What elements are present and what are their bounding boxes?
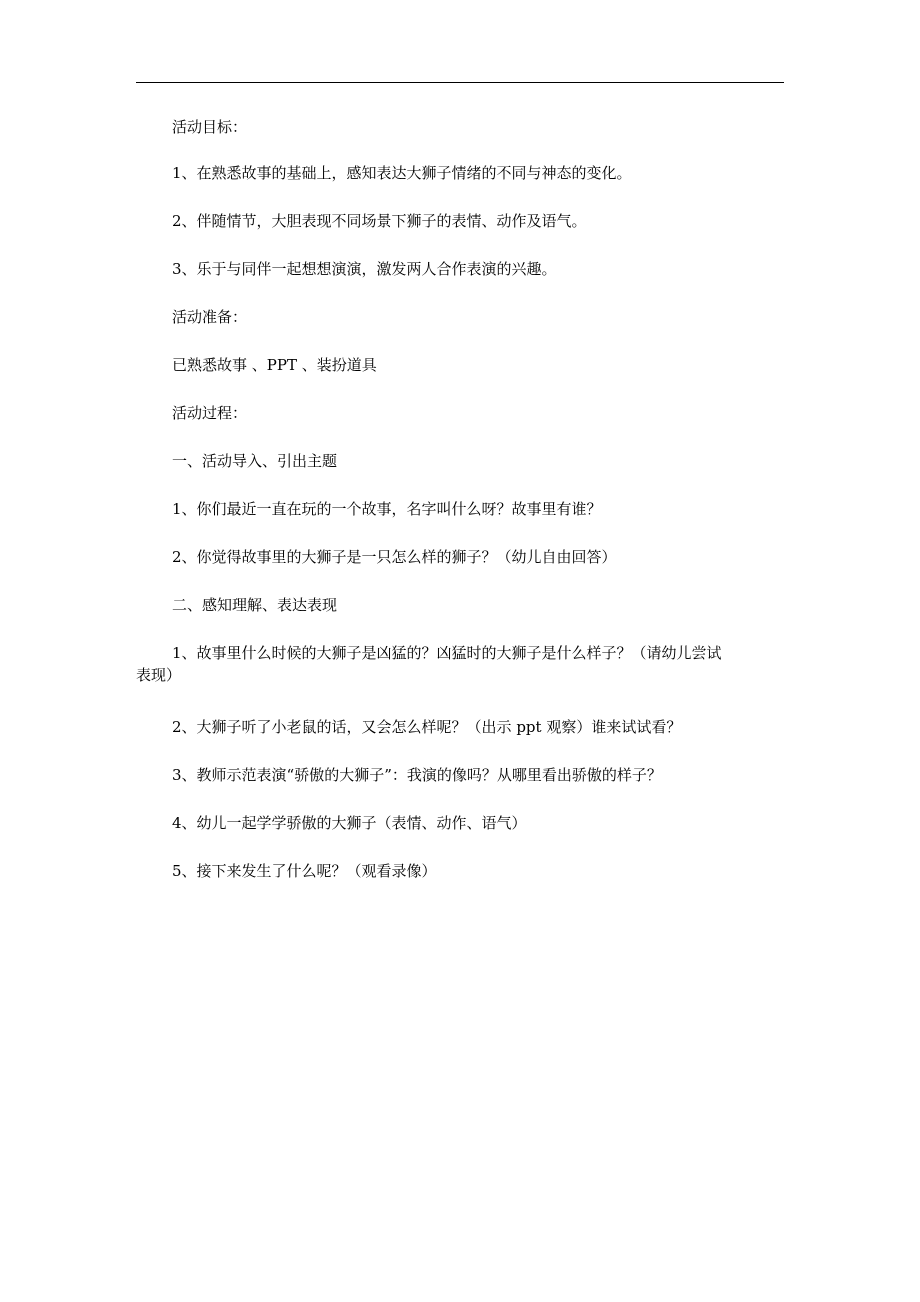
section2-item-1: 1、故事里什么时候的大狮子是凶猛的？凶猛时的大狮子是什么样子？（请幼儿尝试表现）: [136, 644, 722, 684]
section1-item-1: 1、你们最近一直在玩的一个故事，名字叫什么呀？故事里有谁？: [172, 500, 602, 518]
goals-heading: 活动目标：: [172, 118, 248, 136]
section2-item-4: 4、幼儿一起学学骄傲的大狮子（表情、动作、语气）: [172, 814, 527, 832]
section2-item-3: 3、教师示范表演“骄傲的大狮子”：我演的像吗？从哪里看出骄傲的样子？: [172, 766, 662, 784]
section1-title: 一、活动导入、引出主题: [172, 452, 338, 470]
section2-title: 二、感知理解、表达表现: [172, 596, 338, 614]
goal-item-2: 2、伴随情节，大胆表现不同场景下狮子的表情、动作及语气。: [172, 212, 587, 230]
header-rule: [136, 82, 784, 83]
goal-item-3: 3、乐于与同伴一起想想演演，激发两人合作表演的兴趣。: [172, 260, 557, 278]
section1-item-2: 2、你觉得故事里的大狮子是一只怎么样的狮子？（幼儿自由回答）: [172, 548, 617, 566]
prep-text: 已熟悉故事 、PPT 、装扮道具: [172, 356, 377, 374]
section2-item-2: 2、大狮子听了小老鼠的话，又会怎么样呢？（出示 ppt 观察）谁来试试看？: [172, 718, 682, 736]
process-heading: 活动过程：: [172, 404, 248, 422]
goal-item-1: 1、在熟悉故事的基础上，感知表达大狮子情绪的不同与神态的变化。: [172, 164, 632, 182]
section2-item-5: 5、接下来发生了什么呢？（观看录像）: [172, 862, 437, 880]
prep-heading: 活动准备：: [172, 308, 248, 326]
